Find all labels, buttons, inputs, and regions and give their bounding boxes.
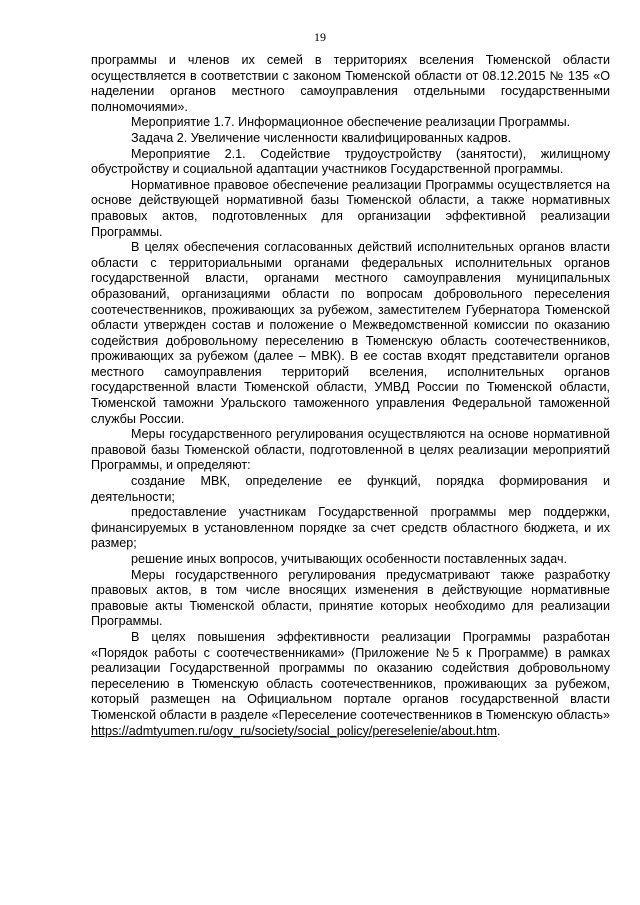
- paragraph: Меры государственного регулирования предусматривают также разработку правовых актов, в том числе вносящих изменения в действующие нормативные правовые акты Тюменской области, принятие которых необходимо для реализации Программы.: [91, 567, 610, 629]
- paragraph: Мероприятие 2.1. Содействие трудоустройству (занятости), жилищному обустройству и социальной адаптации участников Государственной программы.: [91, 146, 610, 177]
- page-number: 19: [314, 30, 326, 44]
- paragraph: Мероприятие 1.7. Информационное обеспечение реализации Программы.: [131, 115, 571, 130]
- paragraph: решение иных вопросов, учитывающих особенности поставленных задач.: [131, 552, 568, 566]
- document-body: [91, 53, 610, 739]
- paragraph: В целях обеспечения согласованных действий исполнительных органов власти области с территориальными органами федеральных исполнительных органов государственной власти, органами местного самоуправления муниципальных образований, организациями области по вопросам добровольного переселения соотечественников, проживающих за рубежом, заместителем Губернатора Тюменской области утвержден состав и положение о Межведомственной комиссии по оказанию содействия добровольному переселению в Тюменскую область соотечественников, проживающих за рубежом (далее – МВК). В ее состав входят представители органов местного самоуправления территорий вселения, исполнительных органов государственной власти Тюменской области, УМВД России по Тюменской области, Тюменской таможни Уральского таможенного управления Федеральной таможенной службы России.: [91, 240, 610, 426]
- paragraph: Меры государственного регулирования осуществляются на основе нормативной правовой базы Тюменской области, подготовленной в целях реализации мероприятий Программы, и определяют:: [91, 427, 610, 473]
- paragraph: программы и членов их семей в территориях вселения Тюменской области осуществляется в соответствии с законом Тюменской области от 08.12.2015 № 135 «О наделении органов местного самоуправления отдельными государственными полномочиями».: [91, 53, 610, 114]
- paragraph: Нормативное правовое обеспечение реализации Программы осуществляется на основе действующей нормативной базы Тюменской области, а также нормативных правовых актов, подготовленных для организации эффективной реализации Программы.: [91, 177, 610, 239]
- paragraph: В целях повышения эффективности реализации Программы разработан «Порядок работы с соотечественниками» (Приложение №5 к Программе) в рамках реализации Государственной программы по оказанию содействия добровольному переселению в Тюменскую область соотечественников, проживающих за рубежом, который размещен на Официальном портале органов государственной власти Тюменской области в разделе «Переселение соотечественников в Тюменскую область»: [91, 629, 610, 722]
- link-line: [91, 724, 610, 740]
- paragraph: Задача 2. Увеличение численности квалифицированных кадров.: [131, 130, 512, 145]
- link-suffix: .: [497, 723, 501, 738]
- paragraph: создание МВК, определение ее функций, порядка формирования и деятельности;: [91, 474, 610, 504]
- paragraph: предоставление участникам Государственной программы мер поддержки, финансируемых в установленном порядке за счет средств областного бюджета, и их размер;: [91, 505, 610, 551]
- portal-link[interactable]: https://admtyumen.ru/ogv_ru/society/social_policy/pereselenie/about.htm: [91, 723, 498, 738]
